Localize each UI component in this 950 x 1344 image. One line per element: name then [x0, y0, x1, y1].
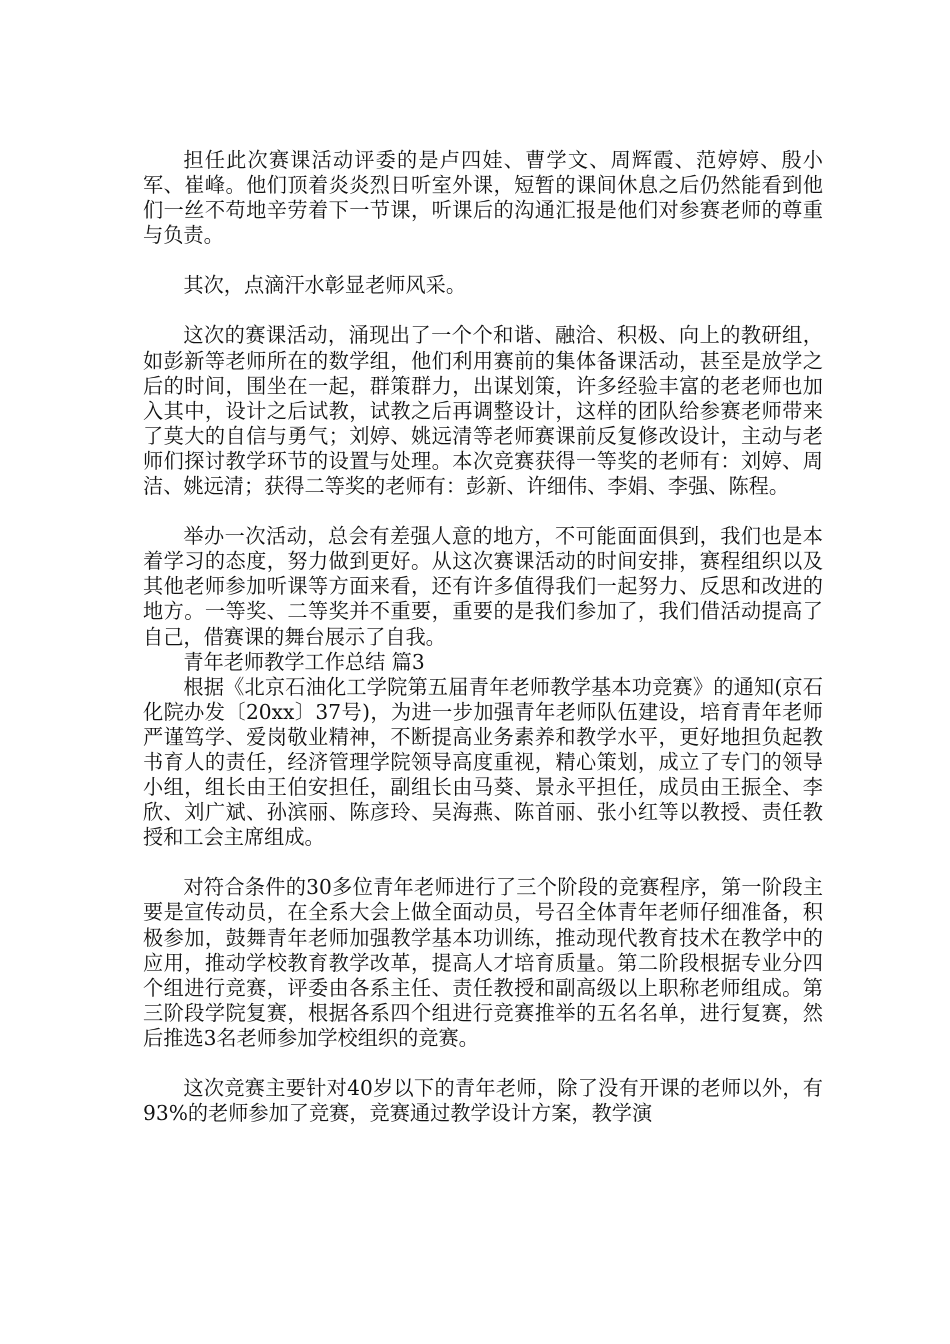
paragraph-activity: 这次的赛课活动，涌现出了一个个和谐、融洽、积极、向上的教研组，如彭新等老师所在的数学组，他们利用赛前的集体备课活动，甚至是放学之后的时间，围坐在一起，群策群力，出谋划策，许多经验丰富的老老师也加入其中，设计之后试教，试教之后再调整设计，这样的团队给参赛老师带来了莫大的自信与勇气；刘婷、姚远清等老师赛课前反复修改设计，主动与老师们探讨教学环节的设置与处理。本次竞赛获得一等奖的老师有：刘婷、周洁、姚远清；获得二等奖的老师有：彭新、许细伟、李娟、李强、陈程。 — [143, 323, 823, 499]
paragraph-gap — [143, 1051, 823, 1076]
document-page — [143, 148, 823, 1126]
paragraph-participation: 这次竞赛主要针对40岁以下的青年老师，除了没有开课的老师以外，有93%的老师参加了竞赛，竞赛通过教学设计方案，教学演 — [143, 1076, 823, 1126]
paragraph-gap — [143, 248, 823, 273]
paragraph-gap — [143, 499, 823, 524]
paragraph-notice: 根据《北京石油化工学院第五届青年老师教学基本功竞赛》的通知(京石化院办发〔20xx〕37号)，为进一步加强青年老师队伍建设，培育青年老师严谨笃学、爱岗敬业精神，不断提高业务素养和教学水平，更好地担负起教书育人的责任，经济管理学院领导高度重视，精心策划，成立了专门的领导小组，组长由王伯安担任，副组长由马葵、景永平担任，成员由王振全、李欣、刘广斌、孙滨丽、陈彦玲、吴海燕、陈首丽、张小红等以教授、责任教授和工会主席组成。 — [143, 674, 823, 850]
paragraph-secondly: 其次，点滴汗水彰显老师风采。 — [183, 273, 467, 298]
paragraph-stages: 对符合条件的30多位青年老师进行了三个阶段的竞赛程序，第一阶段主要是宣传动员，在全系大会上做全面动员，号召全体青年老师仔细准备，积极参加，鼓舞青年老师加强教学基本功训练，推动现代教育技术在教学中的应用，推动学校教育教学改革，提高人才培育质量。第二阶段根据专业分四个组进行竞赛，评委由各系主任、责任教授和副高级以上职称老师组成。第三阶段学院复赛，根据各系四个组进行竞赛推举的五名名单，进行复赛，然后推选3名老师参加学校组织的竞赛。 — [143, 875, 823, 1050]
paragraph-gap — [143, 298, 823, 323]
paragraph-gap — [143, 850, 823, 875]
section-heading: 青年老师教学工作总结 篇3 — [183, 649, 425, 674]
paragraph-reflection: 举办一次活动，总会有差强人意的地方，不可能面面俱到，我们也是本着学习的态度，努力做到更好。从这次赛课活动的时间安排，赛程组织以及其他老师参加听课等方面来看，还有许多值得我们一起努力、反思和改进的地方。一等奖、二等奖并不重要，重要的是我们参加了，我们借活动提高了自己，借赛课的舞台展示了自我。 — [143, 524, 823, 649]
paragraph-judges: 担任此次赛课活动评委的是卢四娃、曹学文、周辉霞、范婷婷、殷小军、崔峰。他们顶着炎炎烈日听室外课，短暂的课间休息之后仍然能看到他们一丝不苟地辛劳着下一节课，听课后的沟通汇报是他们对参赛老师的尊重与负责。 — [143, 148, 823, 248]
